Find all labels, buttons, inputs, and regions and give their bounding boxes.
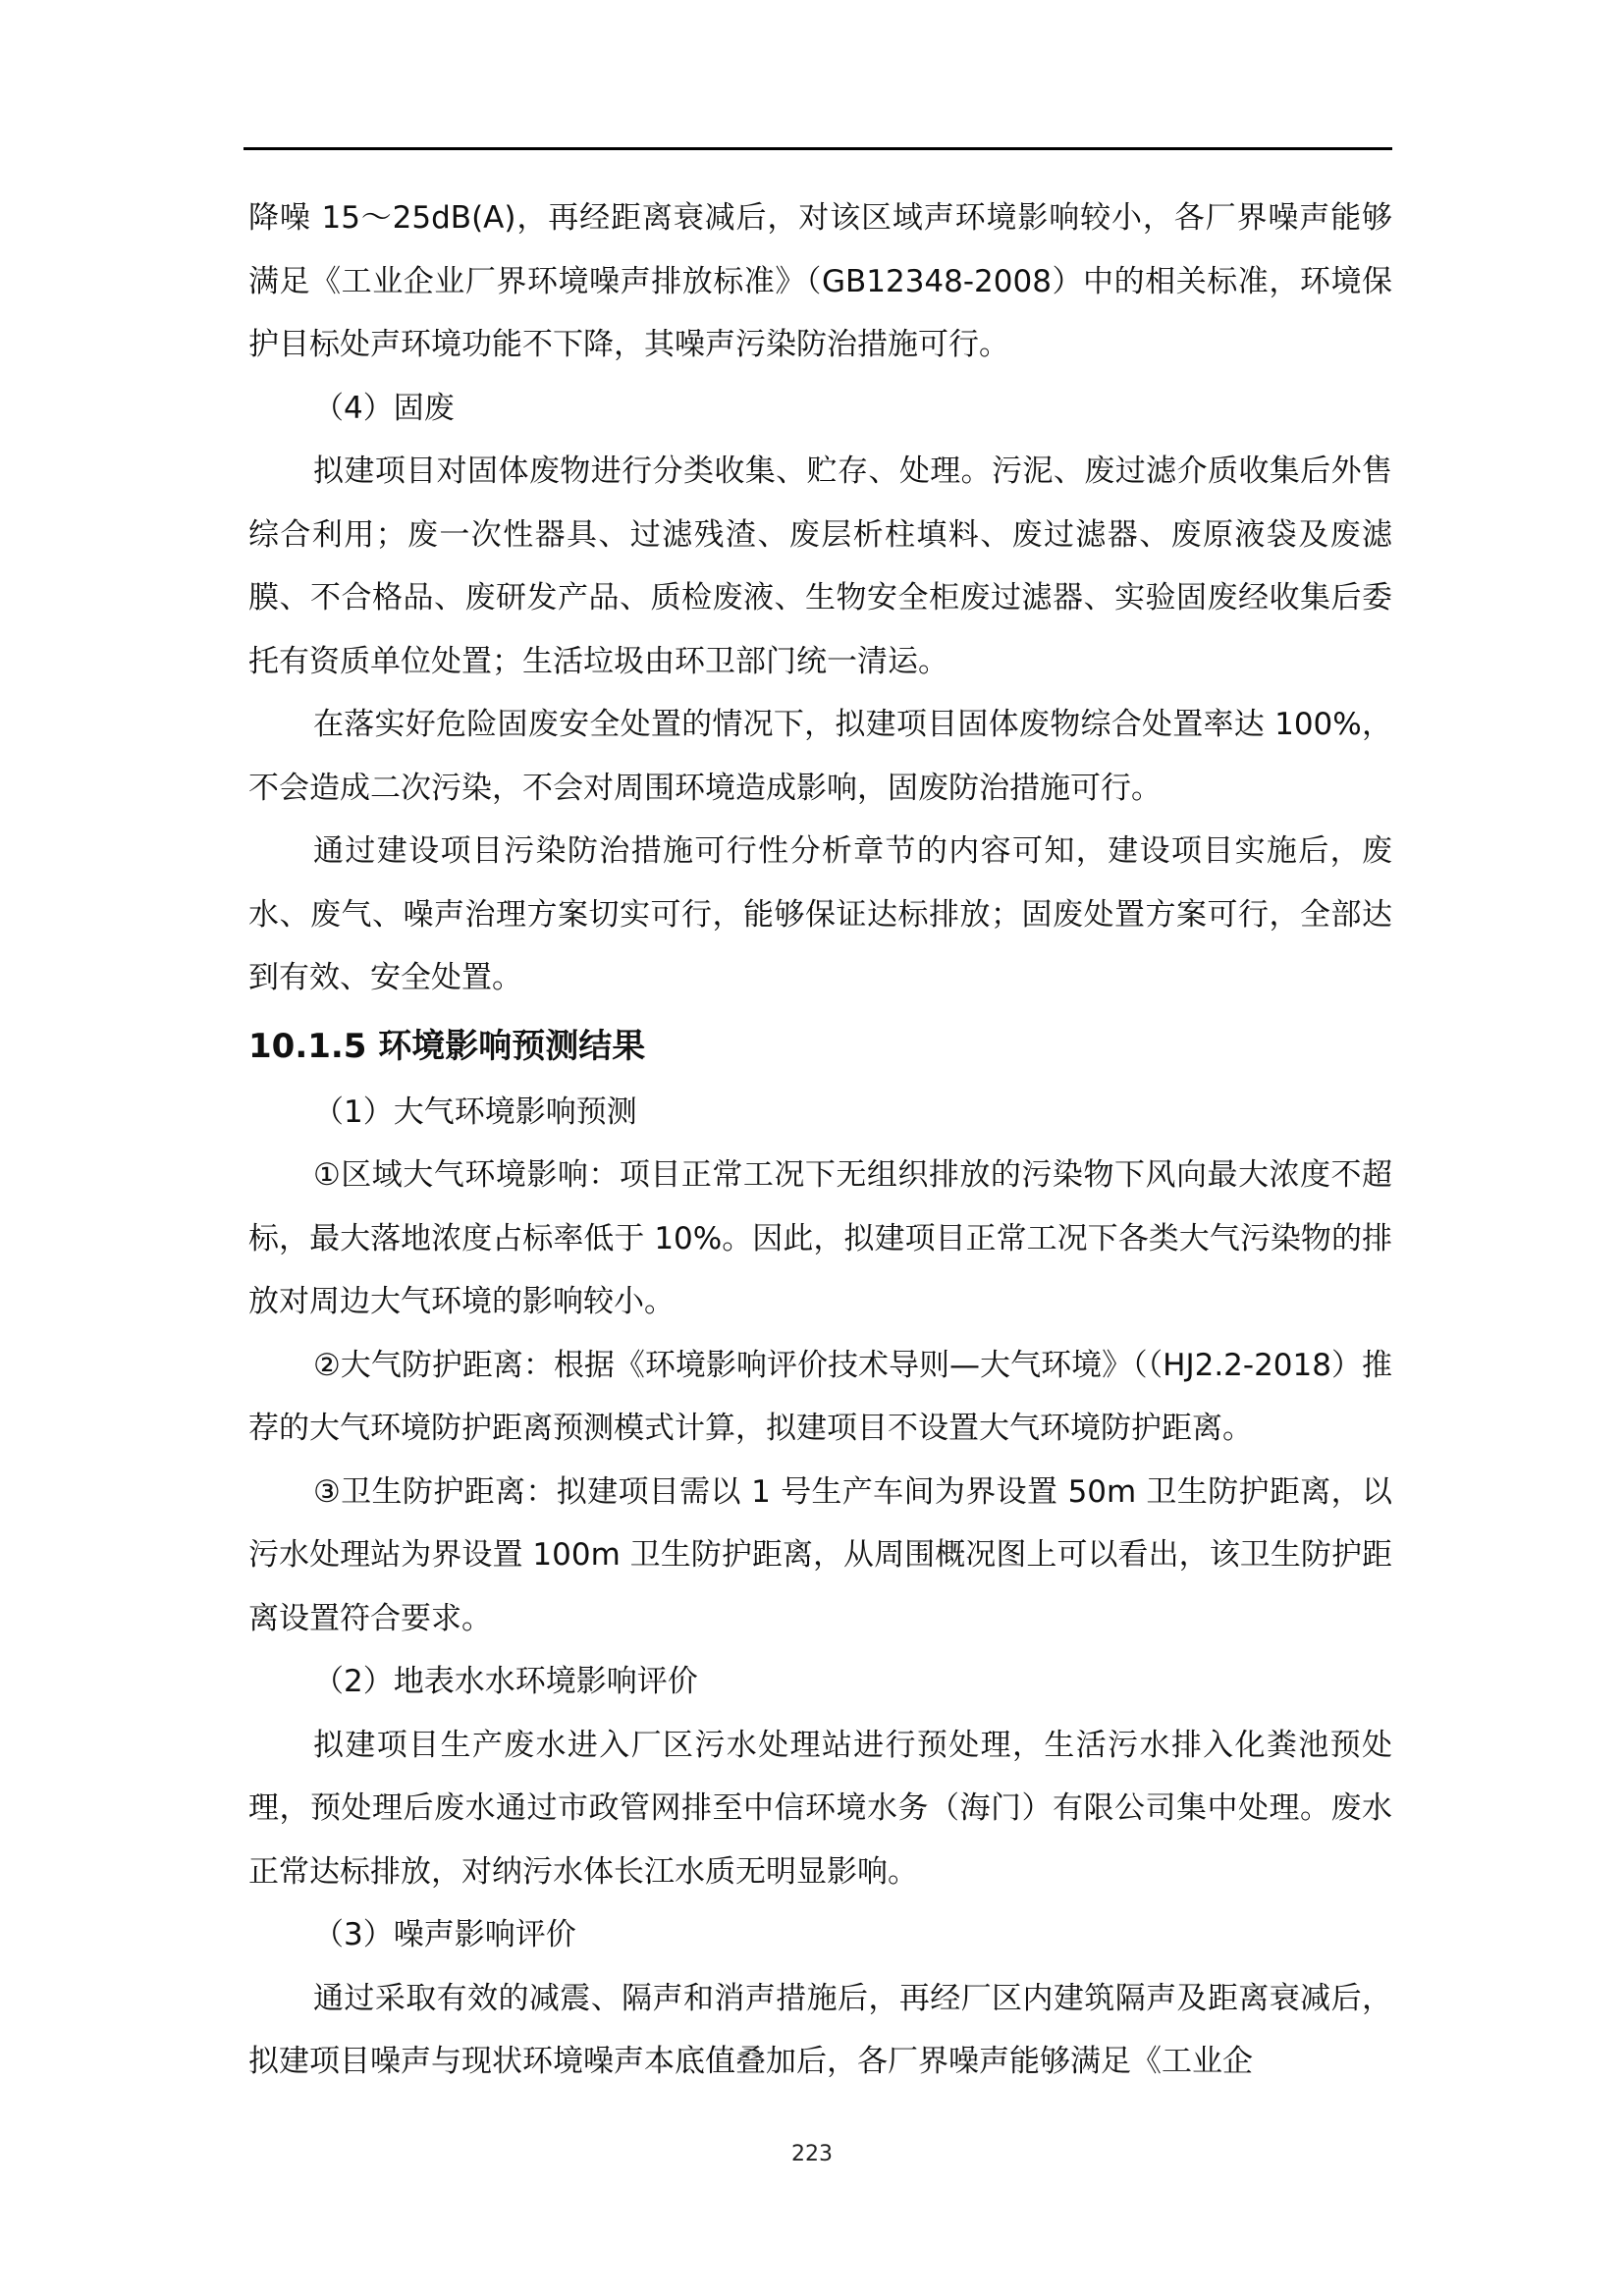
paragraph-noise-conclusion: 降噪 15～25dB(A)，再经距离衰减后，对该区域声环境影响较小，各厂界噪声能够满足《工业企业厂界环境噪声排放标准》（GB12348-2008）中的相关标准，环境保护目标处声环境功能不下降，其噪声污染防治措施可行。 [248, 200, 1392, 362]
paragraph-feasibility-summary: 通过建设项目污染防治措施可行性分析章节的内容可知，建设项目实施后，废水、废气、噪声治理方案切实可行，能够保证达标排放；固废处置方案可行，全部达到有效、安全处置。 [248, 833, 1392, 995]
paragraph-air-regional: ①区域大气环境影响：项目正常工况下无组织排放的污染物下风向最大浓度不超标，最大落地浓度占标率低于 10%。因此，拟建项目正常工况下各类大气污染物的排放对周边大气环境的影响较小。 [248, 1157, 1392, 1319]
subheading-noise: （3）噪声影响评价 [313, 1917, 576, 1952]
subheading-surface-water: （2）地表水水环境影响评价 [313, 1664, 698, 1699]
paragraph-solid-waste-handling: 拟建项目对固体废物进行分类收集、贮存、处理。污泥、废过滤介质收集后外售综合利用；废一次性器具、过滤残渣、废层析柱填料、废过滤器、废原液袋及废滤膜、不合格品、废研发产品、质检废液、生物安全柜废过滤器、实验固废经收集后委托有资质单位处置；生活垃圾由环卫部门统一清运。 [248, 454, 1392, 679]
paragraph-air-protection-distance: ②大气防护距离：根据《环境影响评价技术导则—大气环境》（（HJ2.2-2018）推荐的大气环境防护距离预测模式计算，拟建项目不设置大气环境防护距离。 [248, 1347, 1392, 1446]
page-number: 223 [791, 2142, 833, 2166]
page-content [248, 187, 1392, 2094]
subheading-air: （1）大气环境影响预测 [313, 1094, 637, 1130]
paragraph-surface-water: 拟建项目生产废水进入厂区污水处理站进行预处理，生活污水排入化粪池预处理，预处理后废水通过市政管网排至中信环境水务（海门）有限公司集中处理。废水正常达标排放，对纳污水体长江水质无明显影响。 [248, 1727, 1392, 1890]
paragraph-health-protection-distance: ③卫生防护距离：拟建项目需以 1 号生产车间为界设置 50m 卫生防护距离，以污水处理站为界设置 100m 卫生防护距离，从周围概况图上可以看出，该卫生防护距离设置符合要求。 [248, 1473, 1392, 1636]
paragraph-noise-assessment: 通过采取有效的减震、隔声和消声措施后，再经厂区内建筑隔声及距离衰减后，拟建项目噪声与现状环境噪声本底值叠加后，各厂界噪声能够满足《工业企 [248, 1980, 1392, 2079]
subheading-solid-waste: （4）固废 [313, 390, 455, 426]
header-rule [244, 147, 1392, 150]
section-heading: 10.1.5 环境影响预测结果 [248, 1026, 646, 1066]
paragraph-solid-waste-disposal-rate: 在落实好危险固废安全处置的情况下，拟建项目固体废物综合处置率达 100%，不会造成二次污染，不会对周围环境造成影响，固废防治措施可行。 [248, 707, 1392, 806]
